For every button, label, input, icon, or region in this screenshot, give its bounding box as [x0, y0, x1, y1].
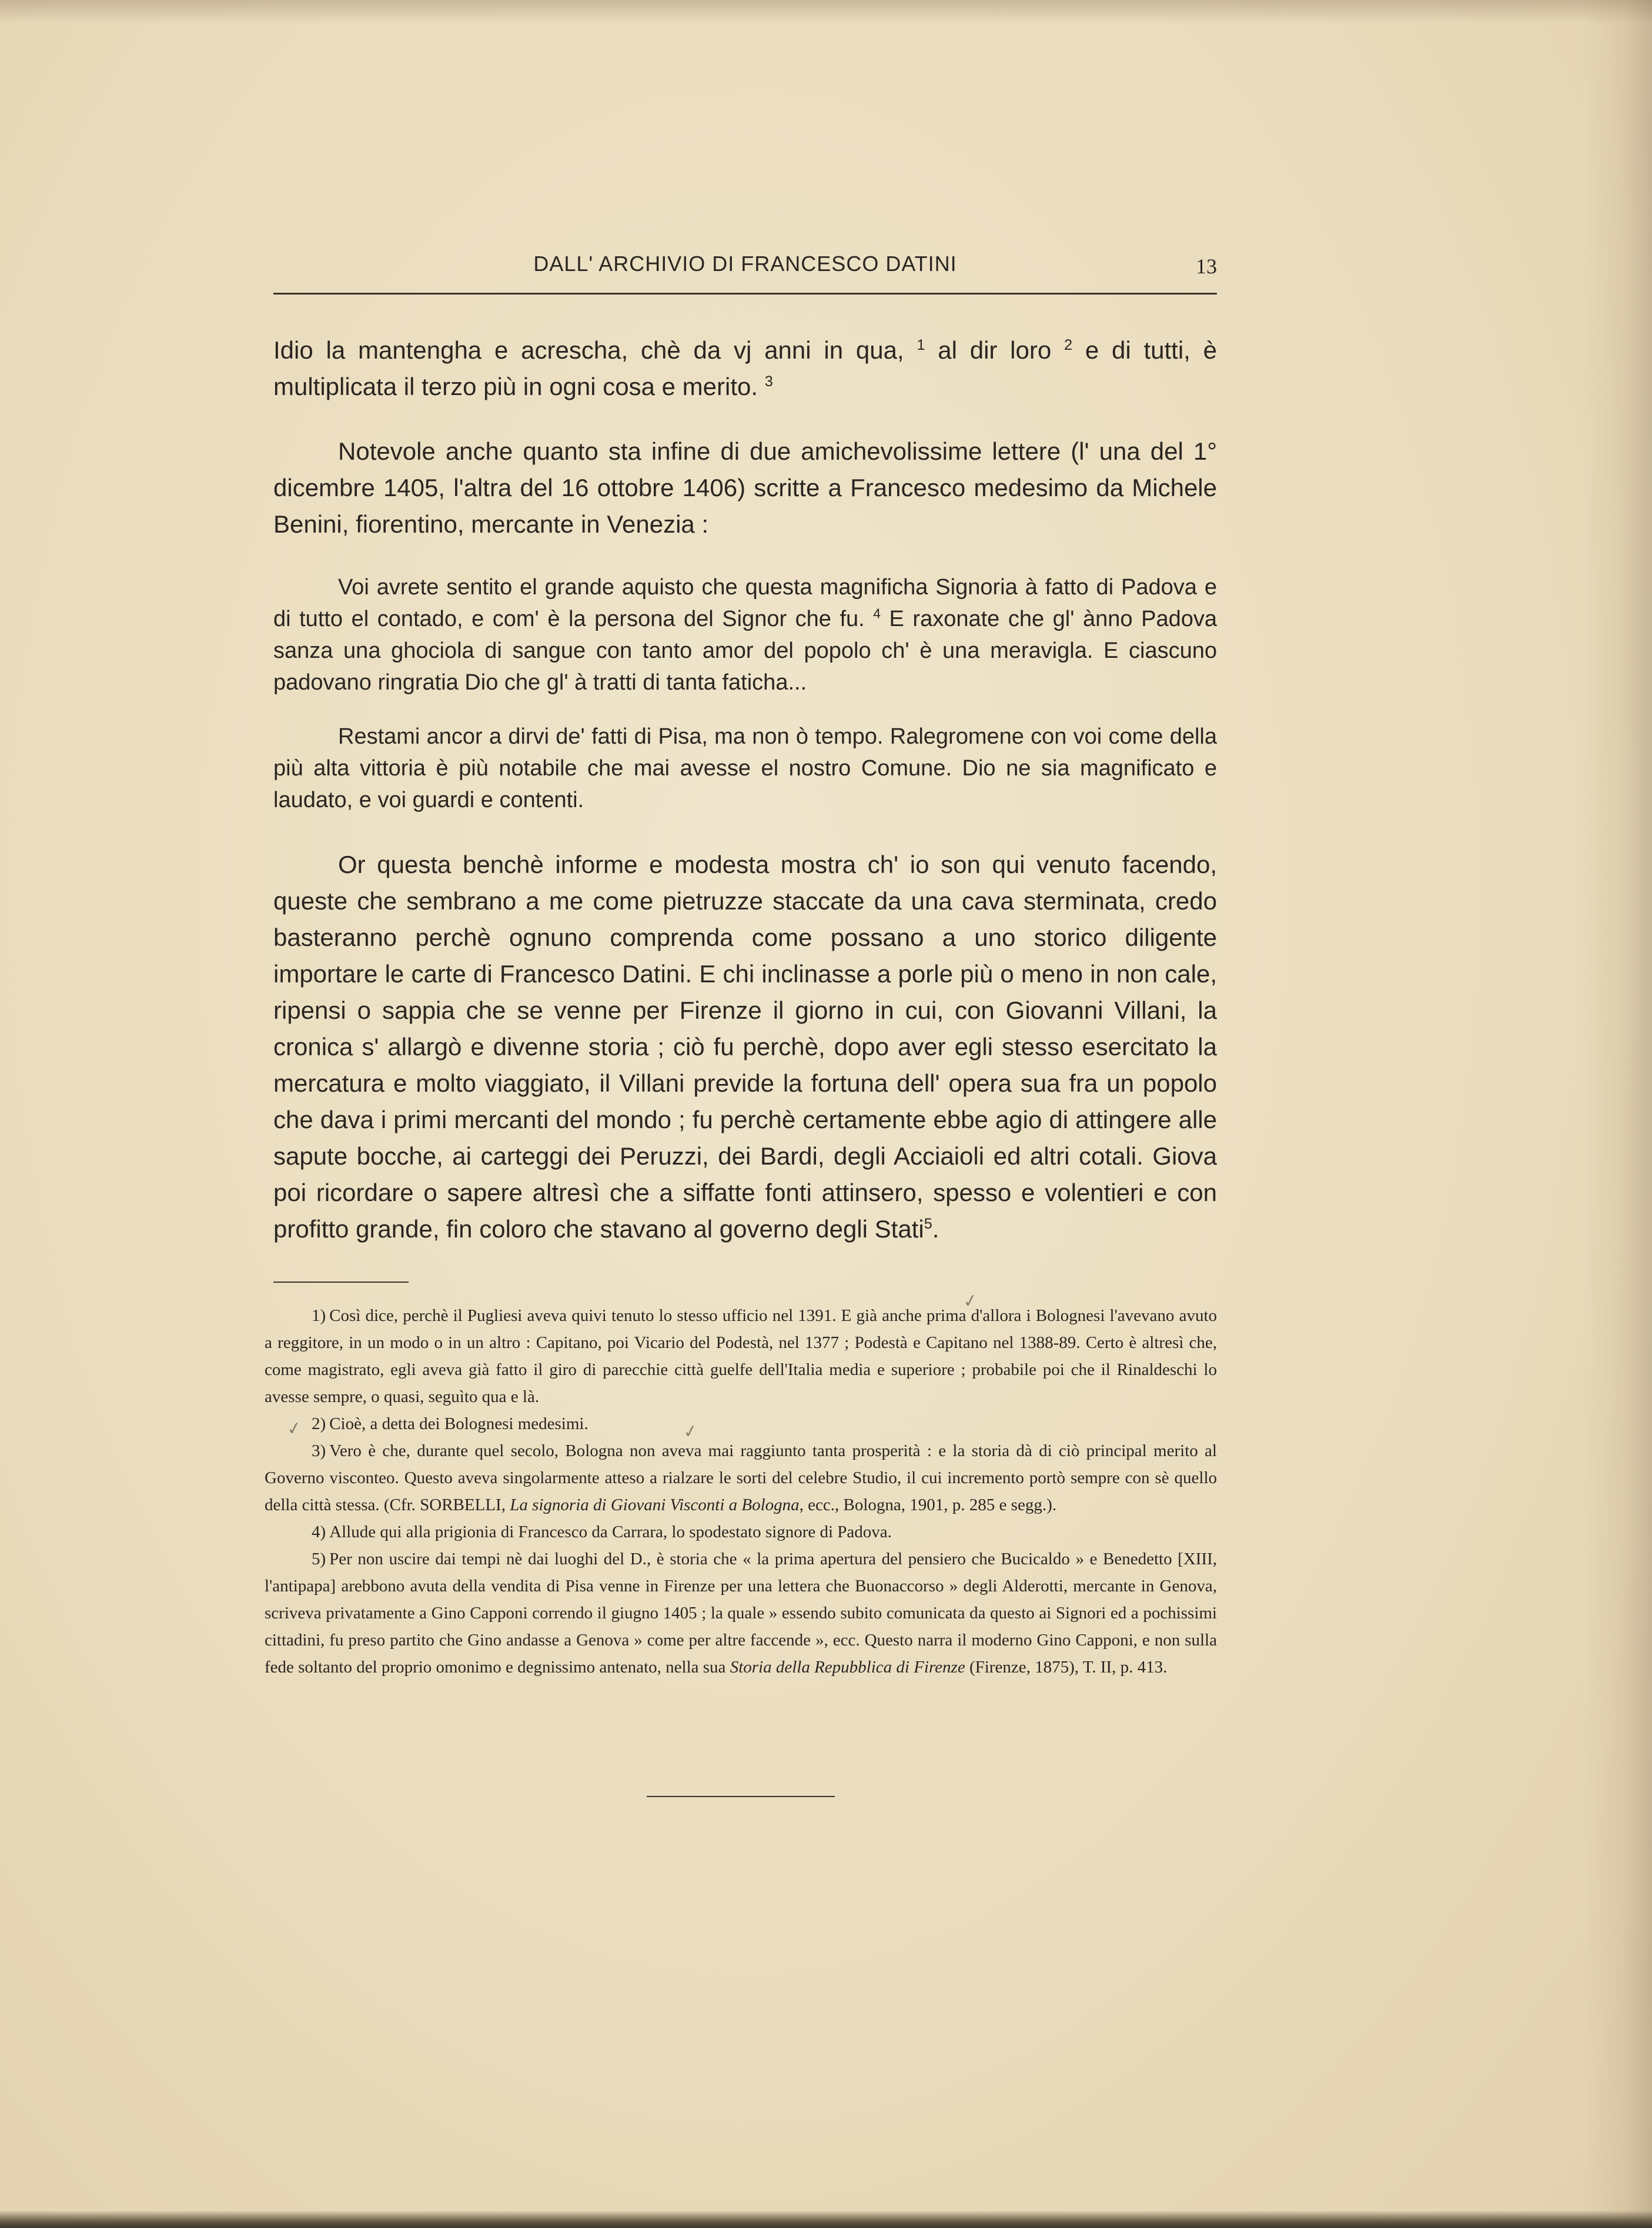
- footnote-ref-5: 5: [924, 1216, 932, 1232]
- page-right-edge-shadow: [1581, 0, 1652, 2228]
- footnote-cited-title: Storia della Repubblica di Firenze: [730, 1658, 965, 1677]
- quoted-letter-1: [273, 571, 1217, 698]
- footnote-number: 3): [312, 1441, 326, 1460]
- end-rule: [647, 1796, 835, 1797]
- footnote-ref-3: 3: [764, 373, 773, 390]
- footnote-ref-1: 1: [917, 337, 925, 353]
- pencil-check-mark: ✓: [961, 1290, 979, 1313]
- pencil-check-mark: ✓: [681, 1420, 700, 1443]
- footnote-number: 1): [312, 1306, 326, 1325]
- pencil-check-mark: ✓: [285, 1417, 303, 1440]
- footnote-text: Per non uscire dai tempi nè dai luoghi del D., è storia che « la prima apertura del pensiero che Bucicaldo » e Benedetto [XIII, l'antipapa] arebbono avuta della vendita di Pisa venne in Firenze per una lettera che Buonaccorso » degli Alderotti, mercante in Genova, scriveva privatamente a Gino Capponi correndo il giugno 1405 ; la quale » essendo subito comunicata da questo ai Signori ed a pochissimi cittadini, fu preso partito che Gino andasse a Genova » come per altre faccende », ecc. Questo narra il moderno Gino Capponi, e non sulla fede soltanto del proprio omonimo e degnissimo antenato, nella sua: [265, 1550, 1217, 1677]
- paragraph-text: Or questa benchè informe e modesta mostra ch' io son qui venuto facendo, queste che sembrano a me come pietruzze staccate da una cava sterminata, credo basteranno perchè ognuno comprenda come possano a uno storico diligente importare le carte di Francesco Datini. E chi inclinasse a porle più o meno in non cale, ripensi o sappia che se venne per Firenze il giorno in cui, con Giovanni Villani, la cronica s' allargò e divenne storia ; ciò fu perchè, dopo aver egli stesso esercitato la mercatura e molto viaggiato, il Villani previde la fortuna dell' opera sua fra un popolo che dava i primi mercanti del mondo ; fu perchè certamente ebbe agio di attingere alle sapute bocche, ai carteggi dei Peruzzi, dei Bardi, degli Acciaioli ed altri cotali. Giova poi ricordare o sapere altresì che a siffatte fonti attinsero, spesso e volentieri e con profitto grande, fin coloro che stavano al governo degli Stati: [273, 851, 1217, 1243]
- page-top-edge: [0, 0, 1652, 24]
- paragraph-end: .: [932, 1215, 939, 1243]
- footnote-text: (Firenze, 1875), T. II, p. 413.: [965, 1658, 1168, 1677]
- footnote-4: [265, 1518, 1217, 1545]
- quote-text: E raxonate che gl' ànno Padova sanza una ghociola di sangue con tanto amor del popolo ch' è una meravigla. E ciascuno padovano ringratia Dio che gl' à tratti di tanta faticha...: [273, 607, 1217, 695]
- paragraph-intro-letters: Notevole anche quanto sta infine di due amichevolissime lettere (l' una del 1° dicembre 1405, l'altra del 16 ottobre 1406) scritte a Francesco medesimo da Michele Benini, fiorentino, mercante in Venezia :: [273, 437, 1217, 538]
- footnote-2: [265, 1410, 1217, 1437]
- quote-text: Voi avrete sentito el grande aquisto che questa magnificha Signoria à fatto di Padova e di tutto el contado, e com' è la persona del Signor che fu.: [273, 575, 1217, 631]
- footnotes: [265, 1302, 1217, 1681]
- footnote-text: Allude qui alla prigionia di Francesco da Carrara, lo spodestato signore di Padova.: [329, 1523, 892, 1541]
- footnote-cited-title: La signoria di Giovani Visconti a Bologna: [510, 1496, 800, 1514]
- running-header: [273, 247, 1217, 285]
- footnote-rule: [273, 1282, 409, 1283]
- header-rule: [273, 293, 1217, 295]
- footnote-text: , ecc., Bologna, 1901, p. 285 e segg.).: [799, 1496, 1056, 1514]
- page-number: 13: [1196, 255, 1217, 278]
- footnote-number: 2): [312, 1414, 326, 1433]
- quoted-letter-2: Restami ancor a dirvi de' fatti di Pisa, ma non ò tempo. Ralegromene con voi come della più alta vittoria è più notabile che mai avesse el nostro Comune. Dio ne sia magnificato e laudato, e voi guardi e contenti.: [273, 724, 1217, 812]
- header-title: DALL' ARCHIVIO DI FRANCESCO DATINI: [533, 252, 957, 276]
- paragraph-text: Idio la mantengha e acrescha, chè da vj anni in qua,: [273, 336, 917, 364]
- page-bottom-edge: [0, 2210, 1652, 2228]
- footnote-number: 4): [312, 1523, 326, 1541]
- footnote-5: [265, 1545, 1217, 1681]
- footnote-number: 5): [312, 1550, 326, 1568]
- footnote-ref-4: 4: [873, 605, 881, 621]
- paragraph-text: al dir loro: [925, 336, 1065, 364]
- footnote-1: [265, 1302, 1217, 1410]
- footnote-3: [265, 1437, 1217, 1518]
- footnote-ref-2: 2: [1064, 337, 1073, 353]
- footnote-text: Vero è che, durante quel secolo, Bologna non aveva mai raggiunto tanta prosperità : e la storia dà di ciò principal merito al Governo visconteo. Questo aveva singolarmente atteso a rialzare le sorti del celebre Studio, il cui incremento portò sempre con sè quello della città stessa. (Cfr. SORBELLI,: [265, 1441, 1217, 1514]
- paragraph-continuation: [273, 332, 1217, 405]
- paragraph-text: e di tutti, è multiplicata il terzo più in ogni cosa e merito.: [273, 336, 1217, 400]
- footnote-text: Cioè, a detta dei Bolognesi medesimi.: [329, 1414, 588, 1433]
- footnote-text: Così dice, perchè il Pugliesi aveva quivi tenuto lo stesso ufficio nel 1391. E già anche prima d'allora i Bolognesi l'avevano avuto a reggitore, in un modo o in un altro : Capitano, poi Vicario del Podestà, nel 1377 ; Podestà e Capitano nel 1388-89. Certo è altresì che, come magistrato, egli aveva già fatto il giro di parecchie città guelfe dell'Italia media e superiore ; probabile poi che il Rinaldeschi lo avesse sempre, o quasi, seguìto qua e là.: [265, 1306, 1217, 1406]
- paragraph-main: [273, 847, 1217, 1247]
